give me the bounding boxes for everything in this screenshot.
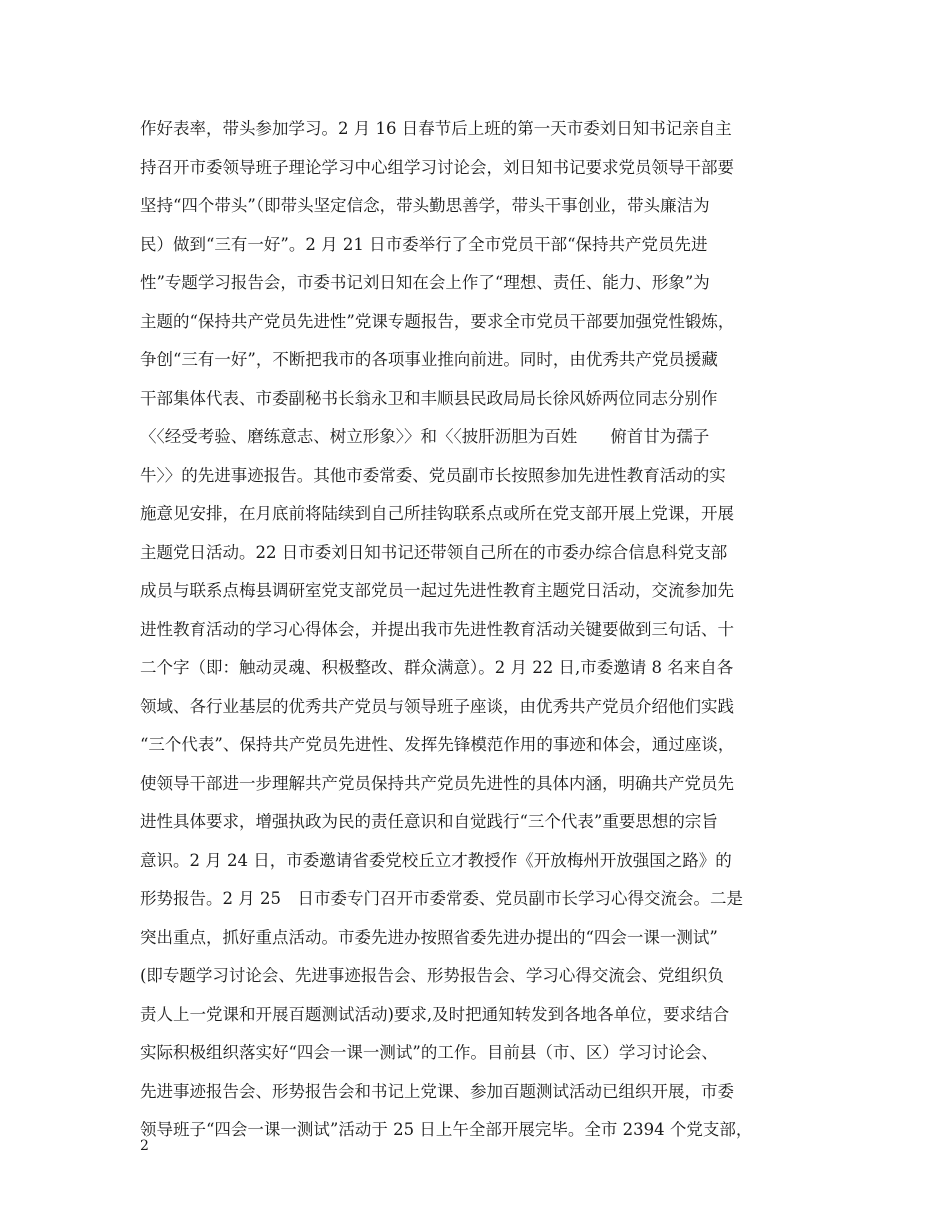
- text-line: 使领导干部进一步理解共产党员保持共产党员先进性的具体内涵，明确共产党员先: [140, 773, 734, 793]
- text-line: “三个代表”、保持共产党员先进性、发挥先锋模范作用的事迹和体会，通过座谈，: [140, 735, 735, 754]
- text-line: 领域、各行业基层的优秀共产党员与领导班子座谈，由优秀共产党员介绍他们实践: [140, 696, 734, 716]
- text-line: 民）做到“三有一好”。2 月 21 日市委举行了全市党员干部“保持共产党员先进: [140, 234, 708, 254]
- text-line: 形势报告。2 月 25 日市委专门召开市委常委、党员副市长学习心得交流会。二是: [140, 889, 743, 908]
- text-line: 性”专题学习报告会，市委书记刘日知在会上作了“理想、责任、能力、形象”为: [140, 273, 710, 292]
- text-line: 作好表率，带头参加学习。2 月 16 日春节后上班的第一天市委刘日知书记亲自主: [140, 119, 732, 138]
- text-line: (即专题学习讨论会、先进事迹报告会、形势报告会、学习心得交流会、党组织负: [140, 966, 724, 985]
- text-line: 牛〉〉的先进事迹报告。其他市委常委、党员副市长按照参加先进性教育活动的实: [140, 465, 726, 485]
- text-line: 二个字（即：触动灵魂、积极整改、群众满意）。2 月 22 日,市委邀请 8 名来自各: [140, 658, 734, 677]
- text-line: 意识。2 月 24 日，市委邀请省委党校丘立才教授作《开放梅州开放强国之路》的: [140, 850, 732, 870]
- text-line: 领导班子“四会一课一测试”活动于 25 日上午全部开展完毕。全市 2394 个党支部，: [140, 1120, 753, 1139]
- text-line: 干部集体代表、市委副秘书长翁永卫和丰顺县民政局局长徐风娇两位同志分别作: [140, 388, 718, 408]
- text-line: 持召开市委领导班子理论学习中心组学习讨论会，刘日知书记要求党员领导干部要: [140, 157, 734, 177]
- text-line: 突出重点，抓好重点活动。市委先进办按照省委先进办提出的“四会一课一测试”: [140, 927, 718, 947]
- text-line: 争创“三有一好”，不断把我市的各项事业推向前进。同时，由优秀共产党员援藏: [140, 350, 718, 369]
- text-line: 进性教育活动的学习心得体会，并提出我市先进性教育活动关键要做到三句话、十: [140, 619, 734, 639]
- body-text: [140, 110, 820, 1150]
- text-line: 施意见安排，在月底前将陆续到自己所挂钩联系点或所在党支部开展上党课，开展: [140, 504, 734, 523]
- text-line: 坚持“四个带头”（即带头坚定信念，带头勤思善学，带头干事创业，带头廉洁为: [140, 196, 710, 215]
- text-line: 〈〈经受考验、磨练意志、树立形象〉〉和〈〈披肝沥胆为百姓 俯首甘为孺子: [140, 427, 710, 446]
- text-line: 责人上一党课和开展百题测试活动)要求,及时把通知转发到各地各单位，要求结合: [140, 1004, 730, 1024]
- text-line: 成员与联系点梅县调研室党支部党员一起过先进性教育主题党日活动，交流参加先: [140, 581, 734, 600]
- text-line: 主题党日活动。22 日市委刘日知书记还带领自己所在的市委办综合信息科党支部: [140, 542, 728, 562]
- text-line: 进性具体要求，增强执政为民的责任意识和自觉践行“三个代表”重要思想的宗旨: [140, 812, 718, 831]
- text-line: 实际积极组织落实好“四会一课一测试”的工作。目前县（市、区）学习讨论会、: [140, 1043, 718, 1062]
- text-line: 先进事迹报告会、形势报告会和书记上党课、参加百题测试活动已组织开展，市委: [140, 1081, 734, 1101]
- page-number: 2: [140, 1138, 149, 1154]
- text-line: 主题的“保持共产党员先进性”党课专题报告，要求全市党员干部要加强党性锻炼，: [140, 311, 735, 331]
